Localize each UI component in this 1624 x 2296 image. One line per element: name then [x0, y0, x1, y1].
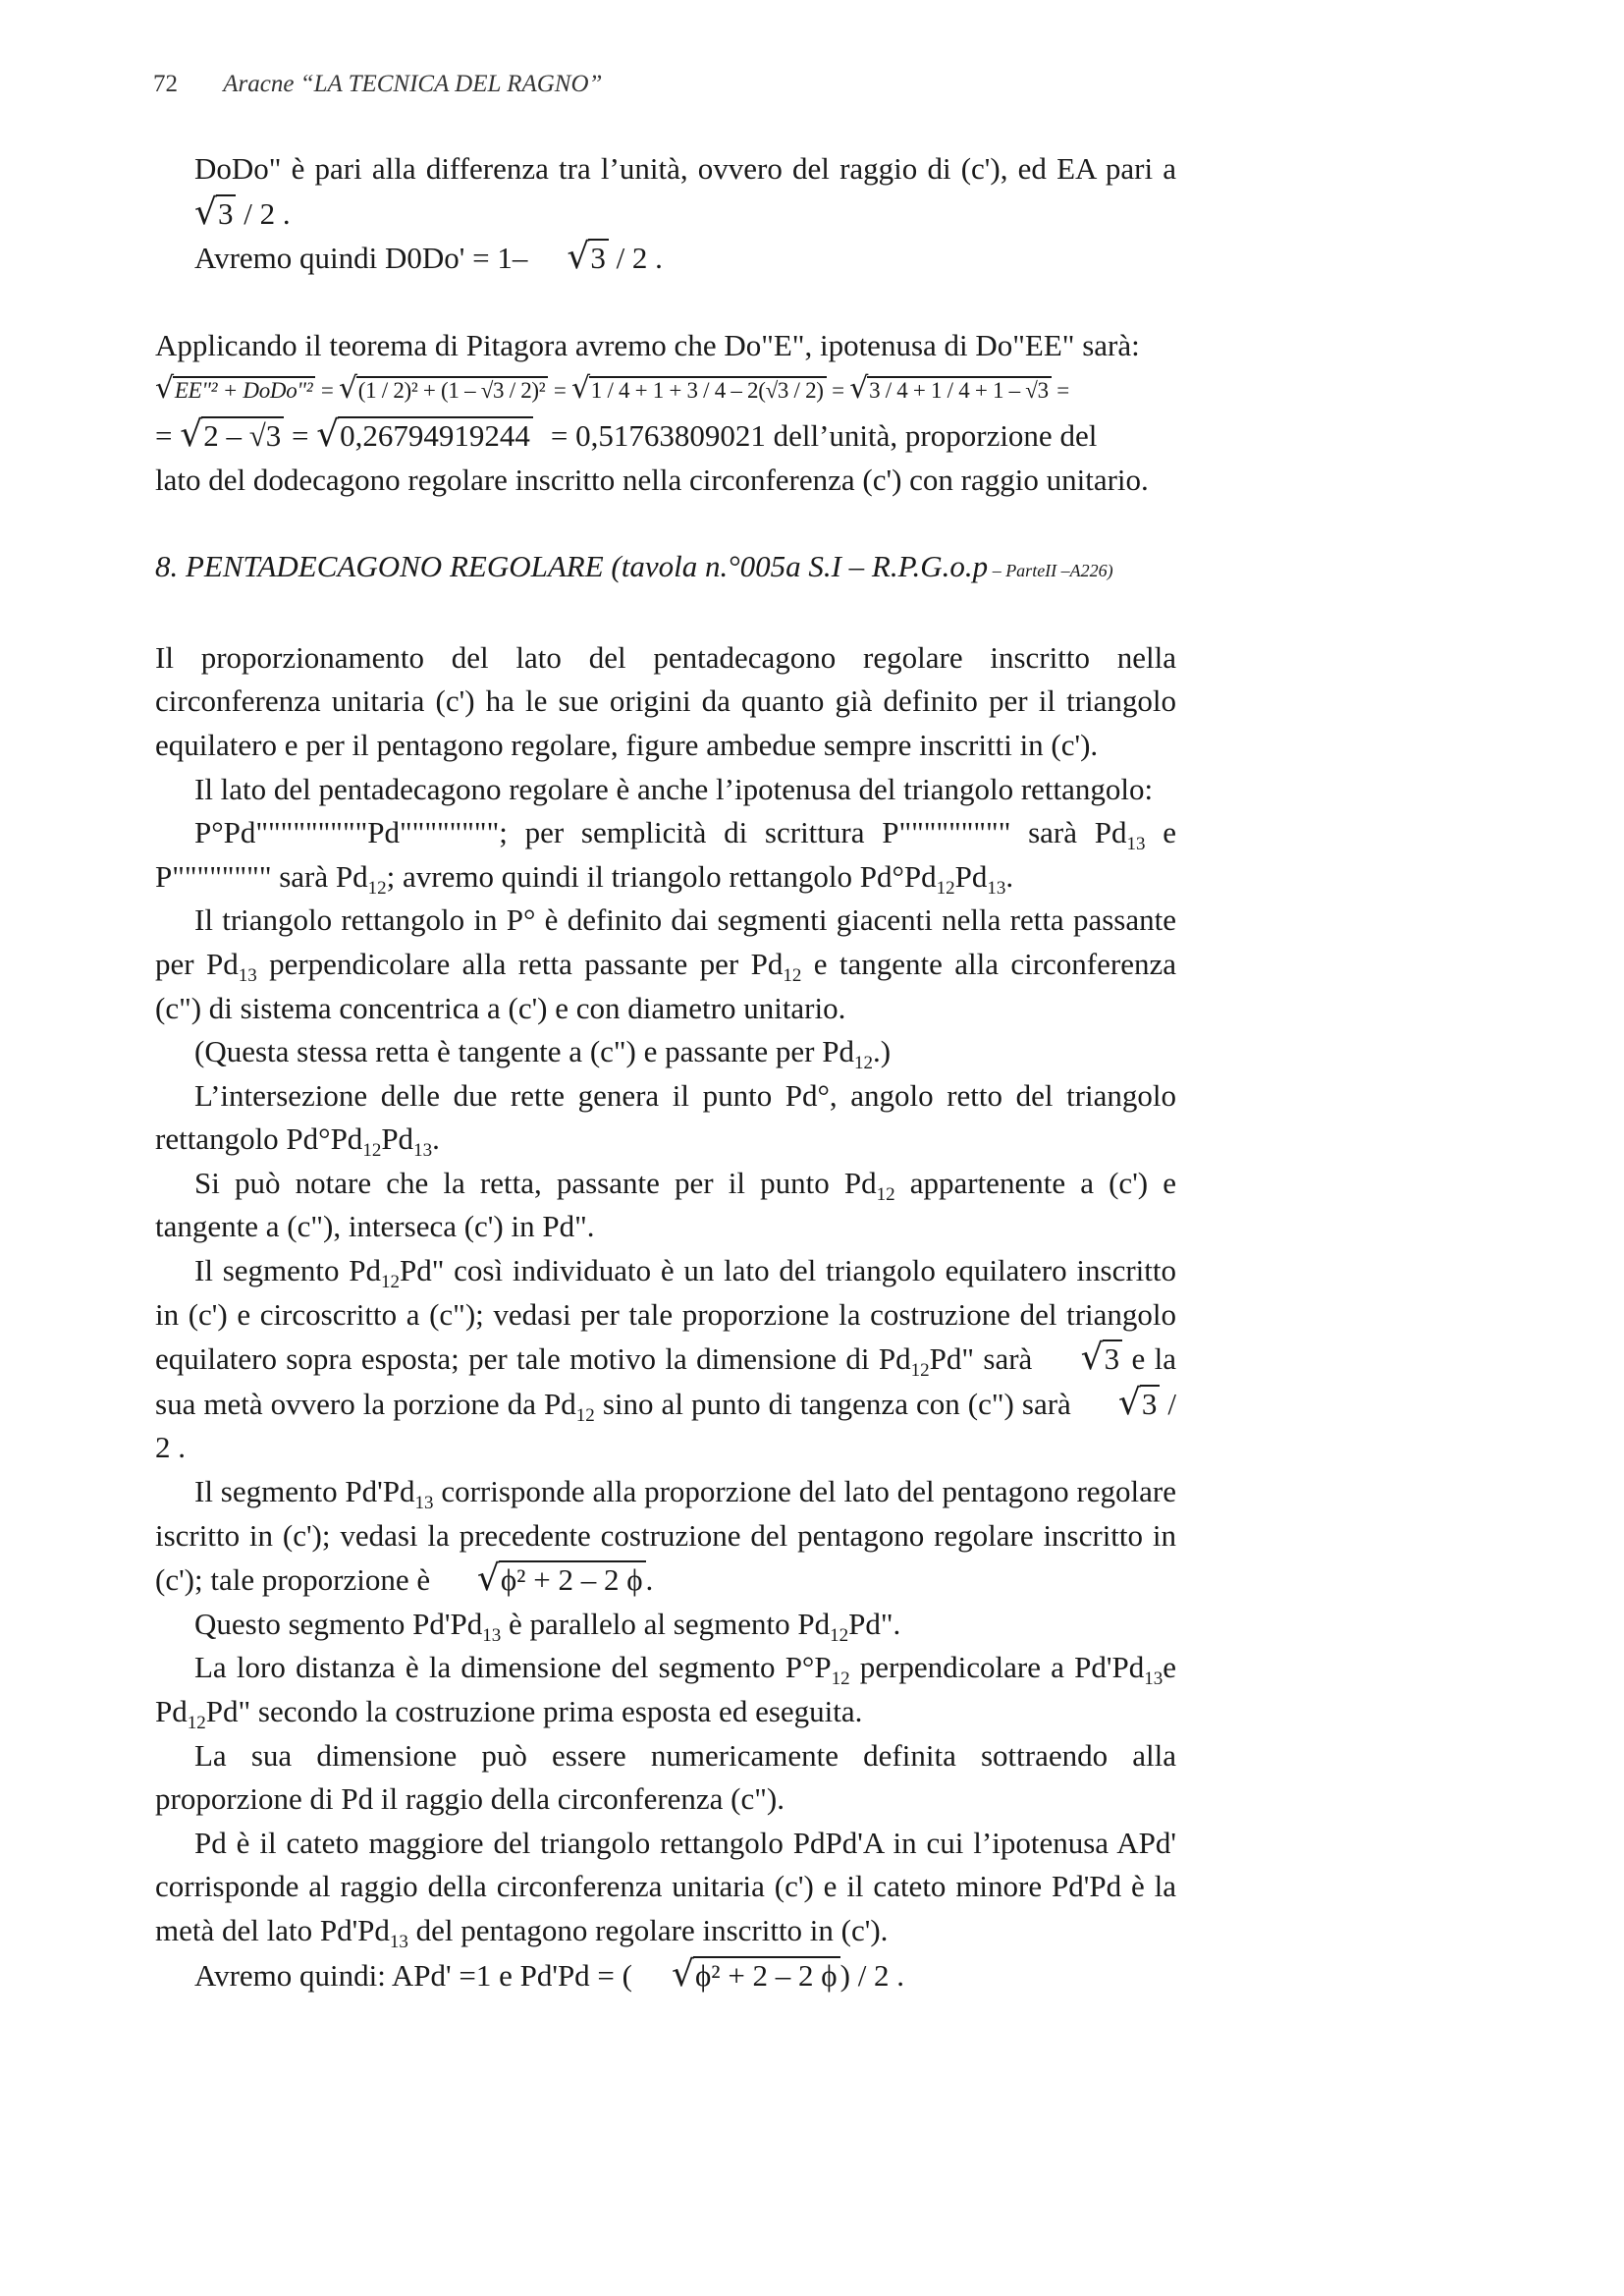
paragraph-14: Avremo quindi: APd' =1 e Pd'Pd = ( √ϕ² + 2 – 2 ϕ) / 2 . — [194, 1953, 905, 1995]
paragraph-dodo: DoDo" è pari alla differenza tra l’unità, ovvero del raggio di (c'), ed EA pari a √3 / 2 . — [155, 147, 1176, 236]
equation-line-2: = √2 – √3 = √0,26794919244 = 0,51763809021 dell’unità, proporzione del — [155, 413, 1098, 455]
paragraph-13: Pd è il cateto maggiore del triangolo rettangolo PdPd'A in cui l’ipotenusa APd' corrisponde al raggio della circonferenza unitaria (c') e il cateto minore Pd'Pd è la metà del lato $Pd'Pd_{13}$ del pentagono regolare inscritto in (c'). — [155, 1825, 1176, 1952]
paragraph-3: P°Pd"""""""""Pd""""""""; per semplicità di scrittura P""""""""" sarà $Pd_{13}$ e P"""""""" sarà $Pd_{12}$; avremo quindi il triangolo rettangolo $Pd^\circ Pd_{12}Pd_{13}$. — [155, 815, 1176, 899]
paragraph-avremo: Avremo quindi D0Do' = 1– √3 / 2 . — [155, 236, 1176, 281]
paragraph-2: Il lato del pentadecagono regolare è anche l’ipotenusa del triangolo rettangolo: — [194, 771, 1154, 806]
paragraph-10: Questo segmento $Pd'Pd_{13}$ è parallelo al segmento $Pd_{12}Pd$". — [194, 1606, 901, 1646]
running-title: Aracne “LA TECNICA DEL RAGNO” — [223, 71, 603, 97]
equation-conclusion: lato del dodecagono regolare inscritto nella circonferenza (c') con raggio unitario. — [155, 462, 1149, 497]
page-number: 72 — [153, 71, 178, 97]
equation-line-1: √EE"² + DoDo"² = √(1 / 2)² + (1 – √3 / 2)² = √1 / 4 + 1 + 3 / 4 – 2(√3 / 2) = √3 / 4 + 1 / 4 + 1 – √3 = — [155, 371, 1069, 407]
paragraph-9: Il segmento $Pd'Pd_{13}$ corrisponde alla proporzione del lato del pentagono regolare iscritto in (c'); vedasi la precedente costruzione del pentagono regolare inscritto in (c'); tale proporzione è √ϕ² + 2 – 2 ϕ. — [155, 1474, 1176, 1600]
paragraph-6: L’intersezione delle due rette genera il punto Pd°, angolo retto del triangolo rettangolo $Pd^\circ Pd_{12}Pd_{13}$. — [155, 1077, 1176, 1162]
paragraph-12: La sua dimensione può essere numericamente definita sottraendo alla proporzione di Pd il raggio della circonferenza (c"). — [155, 1737, 1176, 1817]
body-text — [155, 147, 1176, 1997]
paragraph-1: Il proporzionamento del lato del pentadecagono regolare inscritto nella circonferenza unitaria (c') ha le sue origini da quanto già definito per il triangolo equilatero e per il pentagono regolare, figure ambedue sempre inscritti in (c'). — [155, 639, 1176, 762]
section-heading: 8. PENTADECAGONO REGOLARE (tavola n.°005a S.I – R.P.G.o.p – ParteII –A226) — [155, 549, 1113, 584]
sqrt-expression: √3 — [527, 236, 608, 281]
page-header — [153, 71, 602, 98]
paragraph-8: Il segmento $Pd_{12}Pd$" così individuato è un lato del triangolo equilatero inscritto in (c') e circoscritto a (c"); vedasi per tale proporzione la costruzione del triangolo equilatero sopra esposta; per tale motivo la dimensione di $Pd_{12}Pd$" sarà √3 e la sua metà ovvero la porzione da $Pd_{12}$ sino al punto di tangenza con (c") sarà √3 / 2 . — [155, 1253, 1176, 1465]
paragraph-11: La loro distanza è la dimensione del segmento $P^\circ P_{12}$ perpendicolare a $Pd'Pd_{13}e$ $Pd_{12}Pd$" secondo la costruzione prima esposta ed eseguita. — [155, 1650, 1176, 1733]
paragraph-4: Il triangolo rettangolo in P° è definito dai segmenti giacenti nella retta passante per $Pd_{13}$ perpendicolare alla retta passante per $Pd_{12}$ e tangente alla circonferenza (c") di sistema concentrica a (c') e con diametro unitario. — [155, 902, 1176, 1025]
paragraph-7: Si può notare che la retta, passante per il punto $Pd_{12}$ appartenente a (c') e tangente a (c"), interseca (c') in Pd". — [155, 1165, 1177, 1244]
paragraph-pitagora: Applicando il teorema di Pitagora avremo che Do"E", ipotenusa di Do"EE" sarà: — [155, 327, 1140, 362]
paragraph-5: (Questa stessa retta è tangente a (c") e passante per $Pd_{12}$.) — [194, 1034, 892, 1074]
sqrt-expression: √3 — [155, 191, 236, 237]
